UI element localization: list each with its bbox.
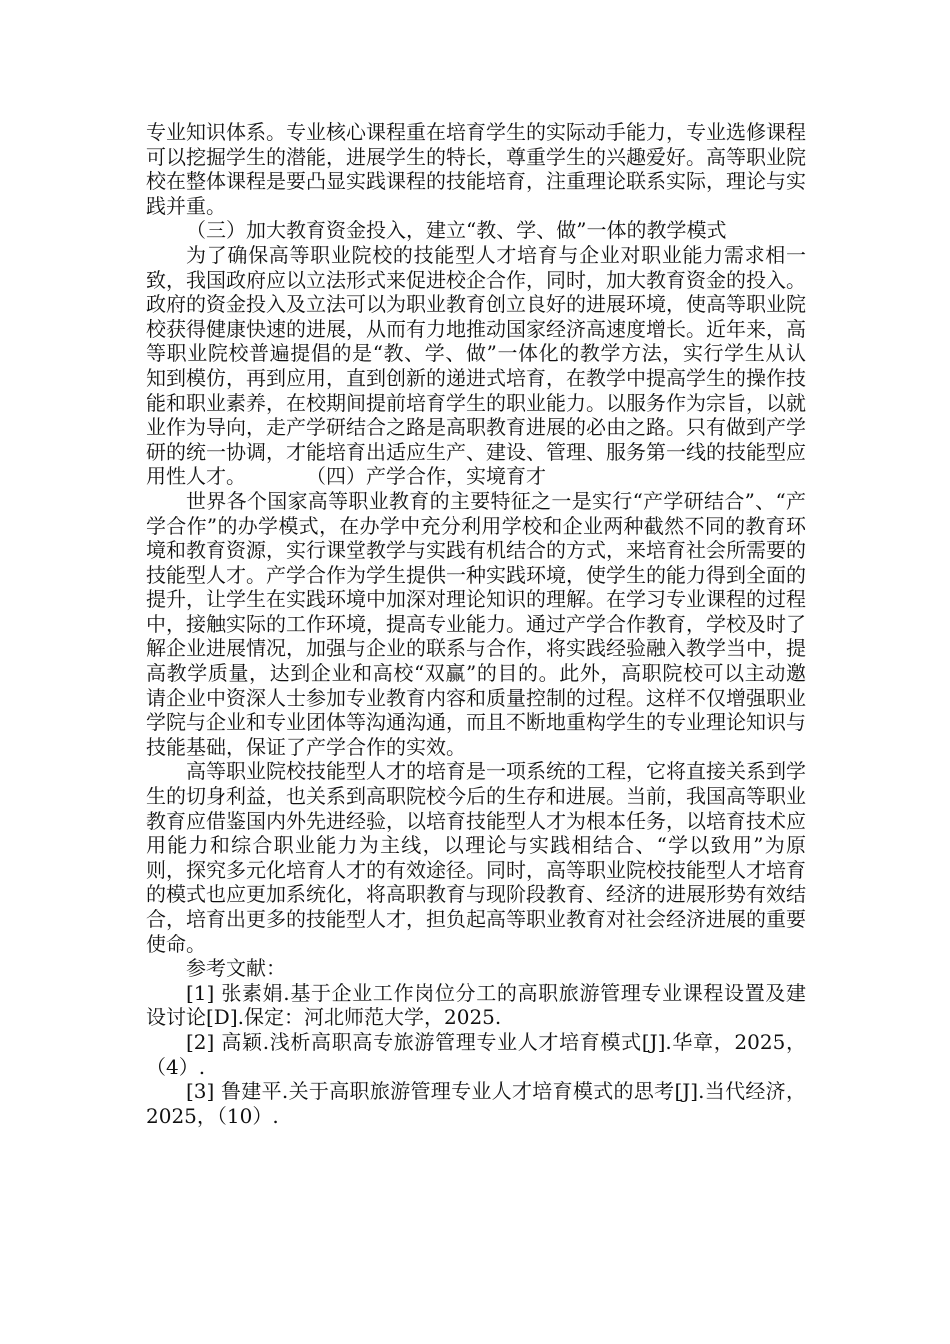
- paragraph: 世界各个国家高等职业教育的主要特征之一是实行“产学研结合”、“产学合作”的办学模式，在办学中充分利用学校和企业两种截然不同的教育环境和教育资源，实行课堂教学与实践有机结合的方式，来培育社会所需要的技能型人才。产学合作为学生提供一种实践环境，使学生的能力得到全面的提升，让学生在实践环境中加深对理论知识的理解。在学习专业课程的过程中，接触实际的工作环境，提高专业能力。通过产学合作教育，学校及时了解企业进展情况，加强与企业的联系与合作，将实践经验融入教学当中，提高教学质量，达到企业和高校“双赢”的目的。此外，高职院校可以主动邀请企业中资深人士参加专业教育内容和质量控制的过程。这样不仅增强职业学院与企业和专业团体等沟通沟通，而且不断地重构学生的专业理论知识与技能基础，保证了产学合作的实效。: [146, 488, 806, 759]
- reference-item: [3] 鲁建平.关于高职旅游管理专业人才培育模式的思考[J].当代经济，2025，（10）.: [146, 1079, 806, 1128]
- paragraph-text: 为了确保高等职业院校的技能型人才培育与企业对职业能力需求相一致，我国政府应以立法形式来促进校企合作，同时，加大教育资金的投入。政府的资金投入及立法可以为职业教育创立良好的进展环境，使高等职业院校获得健康快速的进展，从而有力地推动国家经济高速度增长。近年来，高等职业院校普遍提倡的是“教、学、做”一体化的教学方法，实行学生从认知到模仿，再到应用，直到创新的递进式培育，在教学中提高学生的操作技能和职业素养，在校期间提前培育学生的职业能力。以服务作为宗旨，以就业作为导向，走产学研结合之路是高职教育进展的必由之路。只有做到产学研的统一协调，才能培育出适应生产、建设、管理、服务第一线的技能型应用性人才。: [146, 242, 806, 489]
- paragraph: [146, 243, 806, 489]
- document-body: [146, 120, 806, 1128]
- section-heading: （三）加大教育资金投入，建立“教、学、做”一体的教学模式: [186, 218, 727, 243]
- section-heading: （四）产学合作，实境育才: [316, 464, 546, 489]
- reference-item: [1] 张素娟.基于企业工作岗位分工的高职旅游管理专业课程设置及建设讨论[D].保定：河北师范大学，2025.: [146, 980, 806, 1030]
- reference-item: [2] 高颖.浅析高职高专旅游管理专业人才培育模式[J].华章，2025，（4）.: [146, 1029, 806, 1079]
- paragraph: 高等职业院校技能型人才的培育是一项系统的工程，它将直接关系到学生的切身利益，也关系到高职院校今后的生存和进展。当前，我国高等职业教育应借鉴国内外先进经验，以培育技能型人才为根本任务，以培育技术应用能力和综合职业能力为主线，以理论与实践相结合、“学以致用”为原则，探究多元化培育人才的有效途径。同时，高等职业院校技能型人才培育的模式也应更加系统化，将高职教育与现阶段教育、经济的进展形势有效结合，培育出更多的技能型人才，担负起高等职业教育对社会经济进展的重要使命。: [146, 759, 806, 956]
- references-title: 参考文献：: [186, 956, 286, 981]
- paragraph: 专业知识体系。专业核心课程重在培育学生的实际动手能力，专业选修课程可以挖掘学生的潜能，进展学生的特长，尊重学生的兴趣爱好。高等职业院校在整体课程是要凸显实践课程的技能培育，注重理论联系实际，理论与实践并重。: [146, 120, 806, 218]
